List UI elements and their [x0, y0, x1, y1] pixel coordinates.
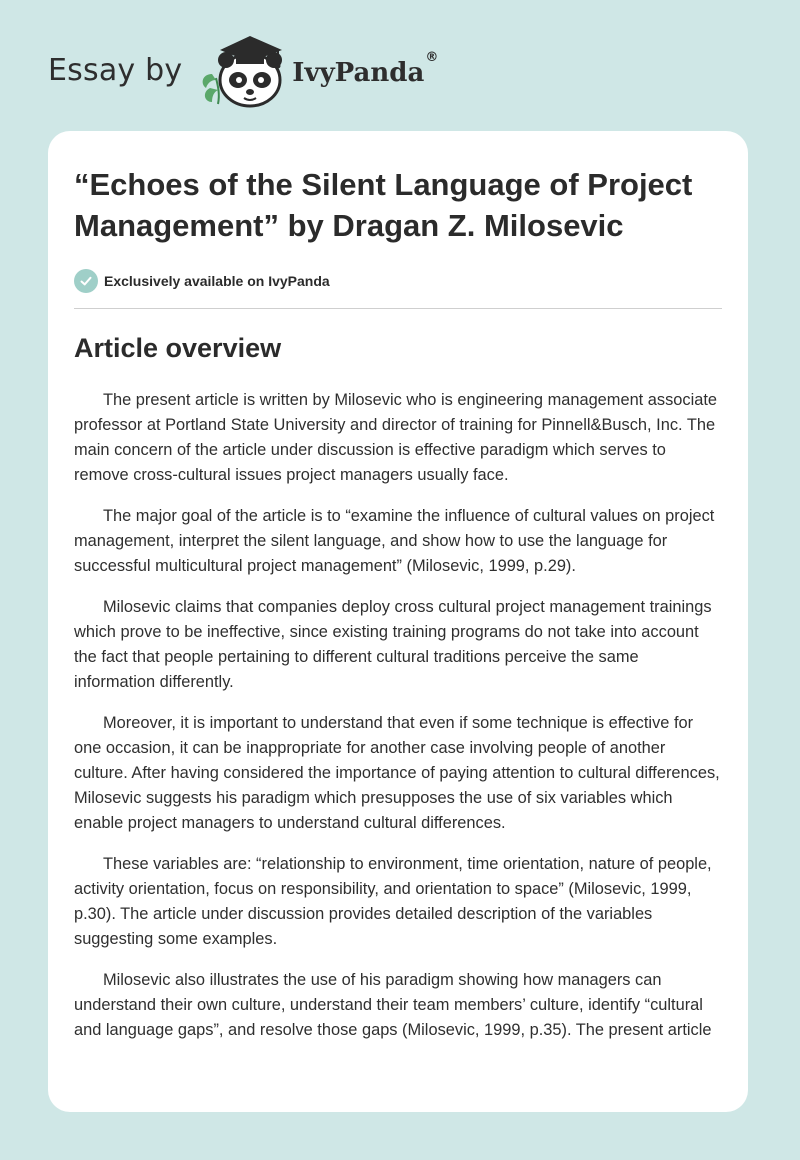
section-heading: Article overview	[74, 333, 282, 363]
paragraph: Moreover, it is important to understand that even if some technique is effective for one occasion, it can be inappropriate for another case involving people of another culture. After having considered the importance of paying attention to cultural differences, Milosevic suggests his paradigm which presupposes the use of six variables which enable project managers to understand cultural differences.	[74, 714, 720, 832]
essay-card	[48, 131, 748, 1112]
registered-mark: ®	[425, 50, 439, 65]
article-title: “Echoes of the Silent Language of Project Management” by Dragan Z. Milosevic	[74, 167, 693, 243]
brand-prefix: Essay by	[48, 52, 183, 88]
exclusive-badge	[74, 269, 722, 293]
divider	[74, 308, 722, 309]
paragraph: Milosevic claims that companies deploy cross cultural project management trainings which prove to be ineffective, since existing training programs do not take into account the fact that people pertaining to different cultural traditions perceive the same information differently.	[74, 598, 712, 691]
paragraph: The major goal of the article is to “examine the influence of cultural values on project management, interpret the silent language, and show how to use the language for successful multicultural project management” (Milosevic, 1999, p.29).	[74, 507, 715, 575]
check-circle-icon	[74, 269, 98, 293]
article-body	[74, 388, 722, 1043]
paragraph: These variables are: “relationship to environment, time orientation, nature of people, activity orientation, focus on responsibility, and orientation to space” (Milosevic, 1999, p.30). The article under discussion provides detailed description of the variables suggesting some examples.	[74, 855, 712, 948]
exclusive-badge-text: Exclusively available on IvyPanda	[104, 273, 330, 289]
panda-logo-icon[interactable]	[198, 30, 290, 110]
brand-name[interactable]: IvyPanda®	[292, 50, 439, 88]
site-header	[48, 30, 438, 110]
paragraph: The present article is written by Milosevic who is engineering management associate professor at Portland State University and director of training for Pinnell&Busch, Inc. The main concern of the article under discussion is effective paradigm which serves to remove cross-cultural issues project managers usually face.	[74, 391, 718, 484]
paragraph: Milosevic also illustrates the use of his paradigm showing how managers can understand their own culture, understand their team members’ culture, identify “cultural and language gaps”, and resolve those gaps (Milosevic, 1999, p.35). The present article	[74, 971, 712, 1039]
